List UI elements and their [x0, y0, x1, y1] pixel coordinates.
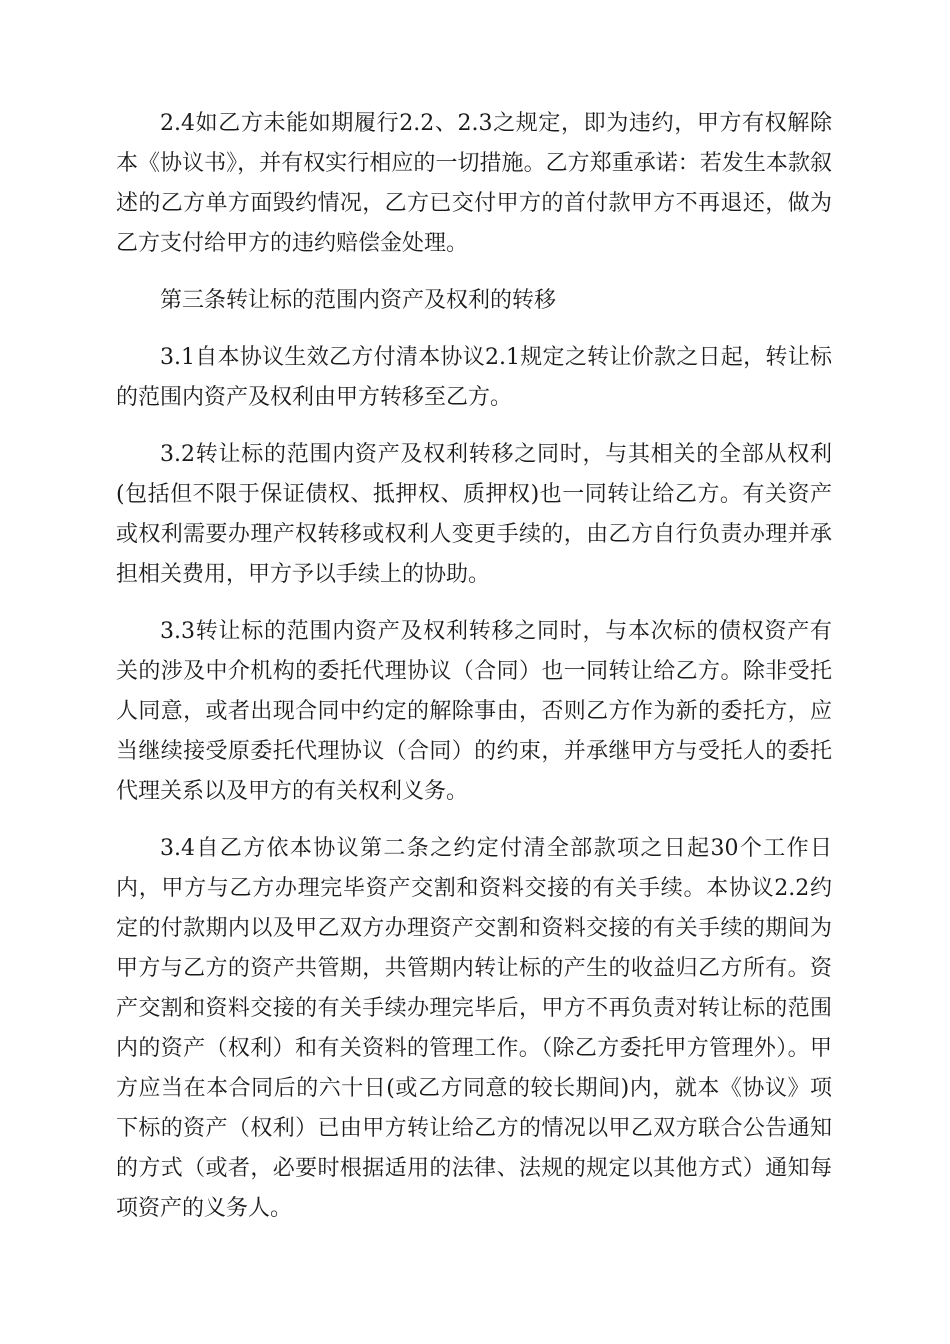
- section-heading-article-3: 第三条转让标的范围内资产及权利的转移: [160, 288, 557, 313]
- paragraph-3-3: 3.3转让标的范围内资产及权利转移之同时，与本次标的债权资产有关的涉及中介机构的委托代理协议（合同）也一同转让给乙方。除非受托人同意，或者出现合同中约定的解除事由，否则乙方作为新的委托方，应当继续接受原委托代理协议（合同）的约束，并承继甲方与受托人的委托代理关系以及甲方的有关权利义务。: [116, 619, 832, 804]
- paragraph-2-4: 2.4如乙方未能如期履行2.2、2.3之规定，即为违约，甲方有权解除本《协议书》，并有权实行相应的一切措施。乙方郑重承诺：若发生本款叙述的乙方单方面毁约情况，乙方已交付甲方的首付款甲方不再退还，做为乙方支付给甲方的违约赔偿金处理。: [116, 111, 832, 256]
- document-page: [116, 104, 832, 1246]
- paragraph-3-1: 3.1自本协议生效乙方付清本协议2.1规定之转让价款之日起，转让标的范围内资产及权利由甲方转移至乙方。: [116, 345, 832, 410]
- paragraph-3-2: 3.2转让标的范围内资产及权利转移之同时，与其相关的全部从权利(包括但不限于保证债权、抵押权、质押权)也一同转让给乙方。有关资产或权利需要办理产权转移或权利人变更手续的，由乙方自行负责办理并承担相关费用，甲方予以手续上的协助。: [116, 442, 832, 587]
- paragraph-3-4: 3.4自乙方依本协议第二条之约定付清全部款项之日起30个工作日内，甲方与乙方办理完毕资产交割和资料交接的有关手续。本协议2.2约定的付款期内以及甲乙双方办理资产交割和资料交接的有关手续的期间为甲方与乙方的资产共管期，共管期内转让标的产生的收益归乙方所有。资产交割和资料交接的有关手续办理完毕后，甲方不再负责对转让标的范围内的资产（权利）和有关资料的管理工作。（除乙方委托甲方管理外）。甲方应当在本合同后的六十日(或乙方同意的较长期间)内，就本《协议》项下标的资产（权利）已由甲方转让给乙方的情况以甲乙双方联合公告通知的方式（或者，必要时根据适用的法律、法规的规定以其他方式）通知每项资产的义务人。: [116, 836, 832, 1221]
